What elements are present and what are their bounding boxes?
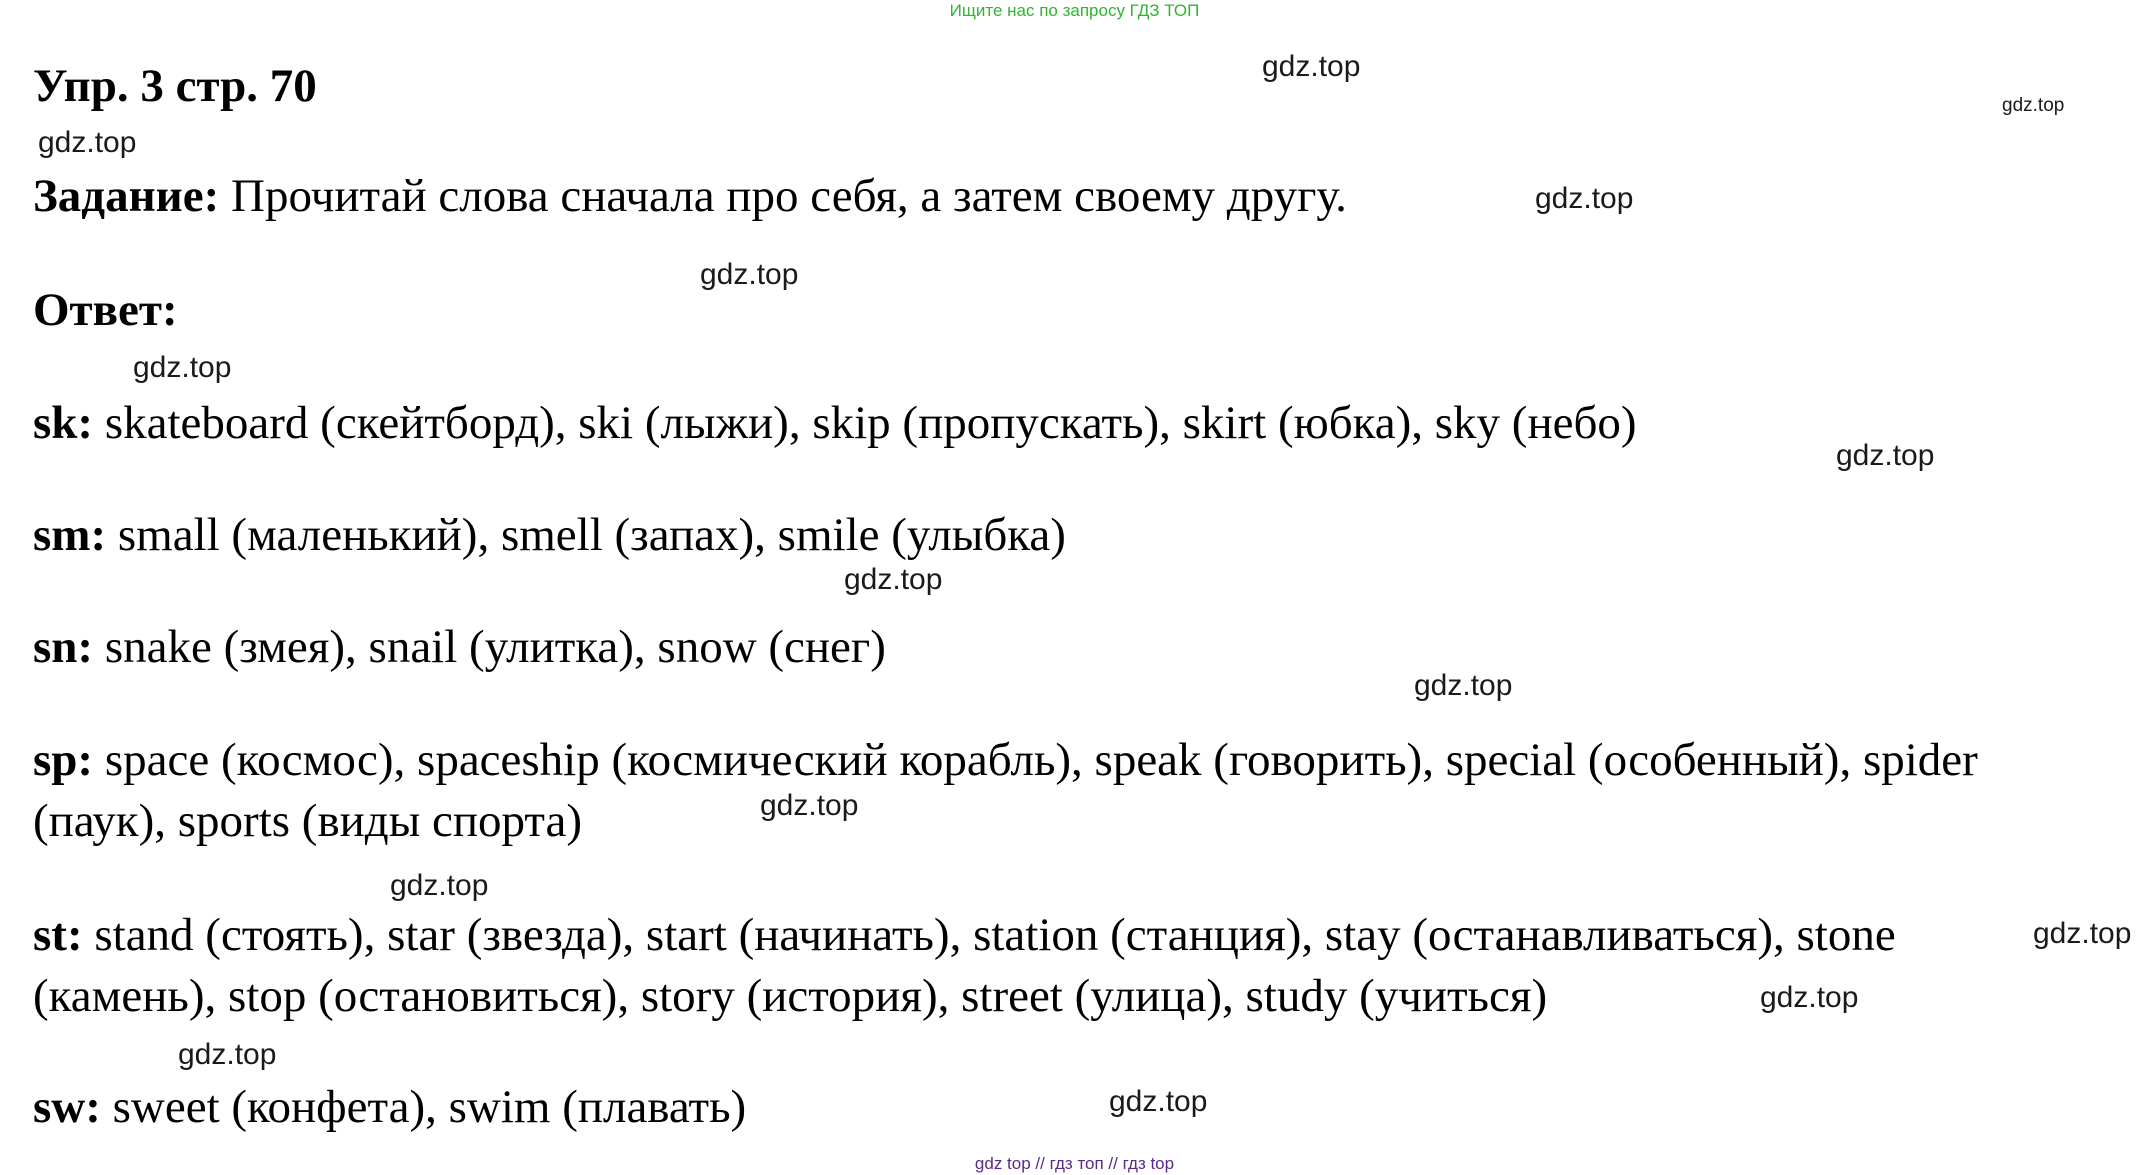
row-prefix: sn: — [33, 621, 94, 673]
row-text: space (космос), spaceship (космический корабль), speak (говорить), special (особенный), spider — [93, 734, 1978, 786]
top-banner: Ищите нас по запросу ГДЗ ТОП — [949, 1, 1200, 20]
task-text: Прочитай слова сначала про себя, а затем своему другу. — [219, 170, 1347, 222]
answer-row-st — [33, 904, 1896, 966]
watermark: gdz.top — [700, 258, 799, 291]
row-prefix: sw: — [33, 1081, 101, 1133]
watermark: gdz.top — [390, 869, 489, 902]
row-text: (камень), stop (остановиться), story (история), street (улица), study (учиться) — [33, 970, 1548, 1022]
watermark: gdz.top — [178, 1038, 277, 1071]
row-text: stand (стоять), star (звезда), start (начинать), station (станция), stay (останавливаться), stone — [82, 909, 1896, 961]
watermark: gdz.top — [1262, 50, 1361, 83]
row-prefix: sm: — [33, 509, 107, 561]
row-text: skateboard (скейтборд), ski (лыжи), skip (пропускать), skirt (юбка), sky (небо) — [93, 397, 1637, 449]
answer-row-sm — [33, 504, 1066, 566]
row-text: small (маленький), smell (запах), smile (улыбка) — [106, 509, 1066, 561]
watermark: gdz.top — [1109, 1085, 1208, 1118]
watermark: gdz.top — [760, 789, 859, 822]
row-prefix: sp: — [33, 734, 94, 786]
task-label: Задание: — [33, 170, 220, 222]
watermark: gdz.top — [133, 351, 232, 384]
answer-row-sp-continued — [33, 790, 582, 852]
answer-row-sp — [33, 729, 1978, 791]
answer-row-st-continued — [33, 965, 1547, 1027]
row-prefix: st: — [33, 909, 83, 961]
page-title: Упр. 3 стр. 70 — [33, 60, 317, 112]
task-line — [33, 168, 1347, 224]
answer-row-sn — [33, 616, 886, 678]
watermark: gdz.top — [1414, 669, 1513, 702]
answer-row-sk — [33, 392, 1637, 454]
watermark: gdz.top — [1535, 182, 1634, 215]
watermark: gdz.top — [2033, 917, 2132, 950]
watermark: gdz.top — [2002, 95, 2065, 116]
row-text: sweet (конфета), swim (плавать) — [100, 1081, 747, 1133]
row-text: snake (змея), snail (улитка), snow (снег) — [93, 621, 886, 673]
footer-links: gdz top // гдз топ // гдз top — [974, 1154, 1175, 1173]
watermark: gdz.top — [1760, 981, 1859, 1014]
watermark: gdz.top — [1836, 439, 1935, 472]
row-prefix: sk: — [33, 397, 94, 449]
row-text: (паук), sports (виды спорта) — [33, 795, 583, 847]
answer-label: Ответ: — [33, 284, 178, 336]
watermark: gdz.top — [38, 126, 137, 159]
answer-row-sw — [33, 1076, 746, 1138]
watermark: gdz.top — [844, 563, 943, 596]
